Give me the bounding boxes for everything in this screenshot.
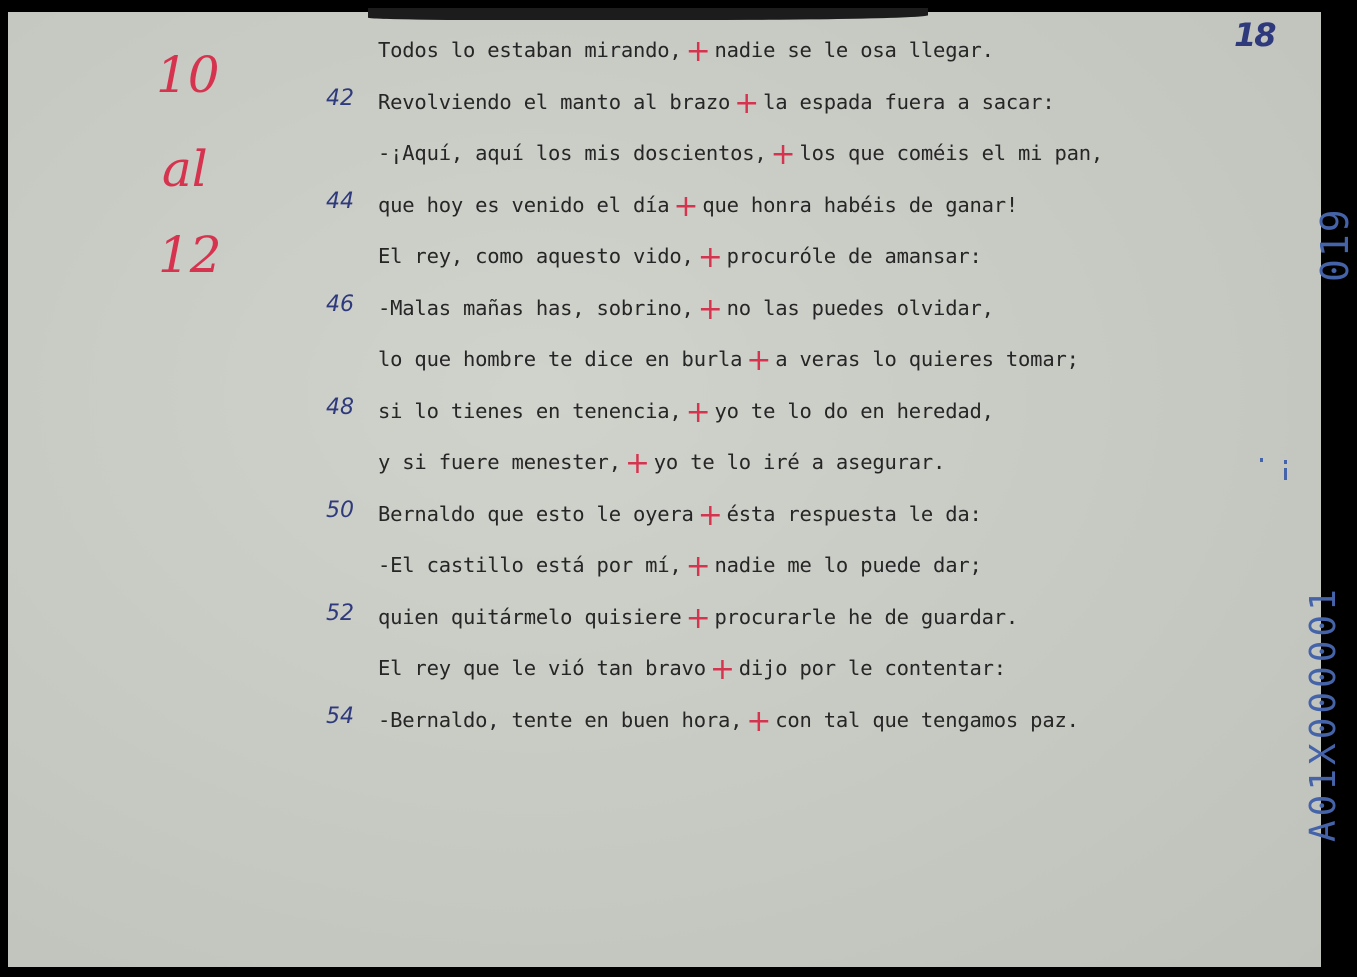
verse-number: 48	[326, 394, 354, 420]
hemistich-first: quien quitármelo quisiere	[378, 604, 682, 629]
verse-line	[378, 291, 994, 327]
hemistich-second: yo te lo iré a asegurar.	[653, 450, 946, 474]
verse-line	[378, 549, 982, 584]
torn-top-edge	[368, 8, 928, 20]
hemistich-second: los que coméis el mi pan,	[799, 141, 1104, 165]
caesura-cross-mark: +	[746, 343, 772, 378]
archive-stamp-main: A01X000001	[1303, 585, 1344, 842]
hemistich-first: El rey que le vió tan bravo	[378, 656, 706, 680]
hemistich-second: nadie se le osa llegar.	[714, 38, 994, 62]
margin-note-line-2: al	[162, 140, 208, 198]
verse-line	[378, 600, 1019, 636]
page-number: 18	[1234, 16, 1275, 54]
hemistich-first: si lo tienes en tenencia,	[378, 398, 682, 423]
caesura-cross-mark: +	[709, 652, 735, 687]
caesura-cross-mark: +	[685, 394, 711, 430]
hemistich-first: -Malas mañas has, sobrino,	[378, 295, 694, 320]
verse-line	[378, 343, 1079, 378]
document-page	[8, 12, 1357, 967]
verse-number: 54	[326, 703, 354, 729]
hemistich-second: ésta respuesta le da:	[726, 501, 982, 526]
hemistich-second: nadie me lo puede dar;	[714, 553, 982, 577]
hemistich-first: Todos lo estaban mirando,	[378, 38, 682, 62]
caesura-cross-mark: +	[746, 703, 772, 739]
hemistich-second: no las puedes olvidar,	[726, 295, 994, 320]
verse-number: 44	[326, 188, 354, 214]
hemistich-first: Revolviendo el manto al brazo	[378, 89, 731, 114]
caesura-cross-mark: +	[734, 85, 760, 121]
hemistich-first: y si fuere menester,	[378, 450, 621, 474]
hemistich-second: procuróle de amansar:	[726, 244, 982, 268]
verse-number: 52	[326, 600, 354, 626]
caesura-cross-mark: +	[685, 600, 711, 636]
margin-note-line-3: 12	[158, 226, 222, 284]
verse-line	[378, 34, 994, 69]
caesura-cross-mark: +	[770, 137, 796, 172]
caesura-cross-mark: +	[673, 188, 699, 224]
caesura-cross-mark: +	[697, 497, 723, 533]
verse-line	[378, 497, 982, 533]
hemistich-second: que honra habéis de ganar!	[702, 192, 1019, 217]
verse-line	[378, 394, 994, 430]
hemistich-second: la espada fuera a sacar:	[763, 89, 1055, 114]
hemistich-first: Bernaldo que esto le oyera	[378, 501, 694, 526]
hemistich-first: -Bernaldo, tente en buen hora,	[378, 707, 743, 732]
caesura-cross-mark: +	[685, 34, 711, 69]
hemistich-first: El rey, como aquesto vido,	[378, 244, 694, 268]
hemistich-second: dijo por le contentar:	[738, 656, 1006, 680]
hemistich-first: que hoy es venido el día	[378, 192, 670, 217]
verse-line	[378, 446, 946, 481]
verse-number: 50	[326, 497, 354, 523]
hemistich-second: a veras lo quieres tomar;	[775, 347, 1079, 371]
caesura-cross-mark: +	[697, 291, 723, 327]
verse-number: 46	[326, 291, 354, 317]
verse-line	[378, 652, 1006, 687]
caesura-cross-mark: +	[685, 549, 711, 584]
hemistich-first: lo que hombre te dice en burla	[378, 347, 743, 371]
verse-line	[378, 137, 1104, 172]
hemistich-second: procurarle he de guardar.	[714, 604, 1019, 629]
verse-line	[378, 703, 1079, 739]
verse-line	[378, 240, 982, 275]
verse-number: 42	[326, 85, 354, 111]
verse-line	[378, 188, 1019, 224]
caesura-cross-mark: +	[697, 240, 723, 275]
hemistich-first: -El castillo está por mí,	[378, 553, 682, 577]
hemistich-second: con tal que tengamos paz.	[775, 707, 1079, 732]
verse-line	[378, 85, 1055, 121]
margin-note-line-1: 10	[156, 46, 220, 104]
archive-stamp-sub: 019	[1313, 207, 1357, 282]
hemistich-first: -¡Aquí, aquí los mis doscientos,	[378, 141, 767, 165]
stamp-tick-marks	[1256, 454, 1296, 494]
caesura-cross-mark: +	[624, 446, 650, 481]
hemistich-second: yo te lo do en heredad,	[714, 398, 994, 423]
